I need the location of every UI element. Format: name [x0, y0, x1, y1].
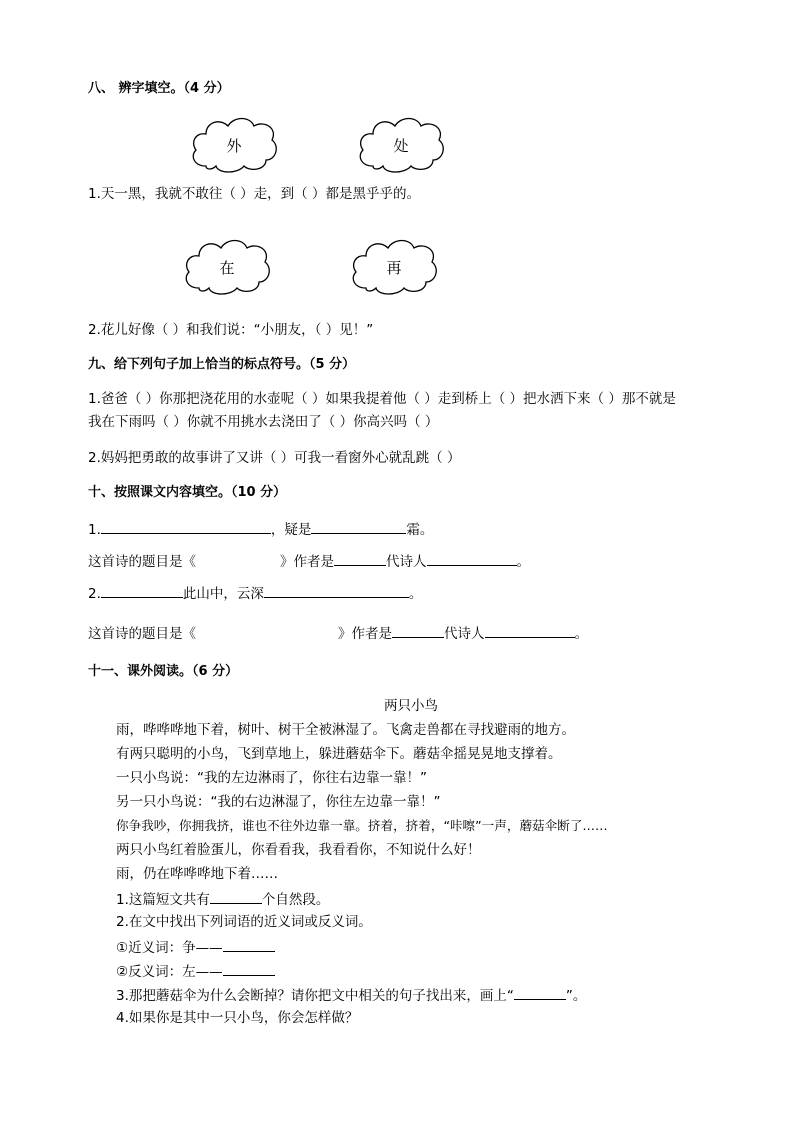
s8-question-2: 2.花儿好像（ ）和我们说：“小朋友，（ ）见！”	[88, 322, 374, 338]
cloud-shape	[355, 114, 447, 176]
s8-question-1: 1.天一黑，我就不敢往（ ）走，到（ ）都是黑乎乎的。	[88, 186, 420, 202]
s10-line-1	[88, 519, 433, 539]
section-10-heading: 十、按照课文内容填空。（10 分）	[88, 485, 287, 500]
blank-line[interactable]	[210, 889, 262, 904]
blank-line[interactable]	[101, 583, 183, 598]
s11-question-2-antonym	[116, 961, 275, 981]
s10-l2-end: 。	[516, 554, 530, 570]
s10-line-2	[88, 551, 530, 571]
s10-l4-title-open: 这首诗的题目是《	[88, 626, 196, 642]
blank-line[interactable]	[311, 519, 406, 534]
s10-l1-text: ，疑是	[270, 522, 312, 538]
passage-paragraph: 有两只聪明的小鸟，飞到草地上，躲进蘑菇伞下。蘑菇伞摇晃晃地支撑着。	[116, 746, 562, 762]
blank-line[interactable]	[334, 551, 386, 566]
blank-line[interactable]	[223, 961, 275, 976]
s10-l3-end: 。	[408, 586, 423, 602]
synonym-label: ①近义词：争——	[116, 940, 223, 956]
cloud-shape	[181, 236, 273, 298]
s10-l2-poet: 代诗人	[386, 554, 427, 570]
cloud-char: 外	[226, 136, 242, 155]
passage-paragraph: 雨，哗哗哗地下着，树叶、树干全被淋湿了。飞禽走兽都在寻找避雨的地方。	[116, 722, 575, 738]
s11-question-2-synonym	[116, 937, 275, 957]
blank-line[interactable]	[427, 551, 517, 566]
s10-l2-author: 》作者是	[280, 554, 334, 570]
section-8-heading: 八、 辨字填空。（4 分）	[88, 81, 230, 96]
s11-question-4: 4.如果你是其中一只小鸟，你会怎样做？	[116, 1010, 359, 1026]
passage-paragraph: 另一只小鸟说：“我的右边淋湿了，你往左边靠一靠！”	[116, 794, 441, 810]
section-11-heading: 十一、课外阅读。（6 分）	[88, 664, 239, 679]
s10-l3-number: 2.	[88, 586, 101, 602]
passage-title: 两只小鸟	[384, 698, 438, 714]
blank-line[interactable]	[485, 623, 575, 638]
cloud-shape	[348, 236, 440, 298]
s11-q1-end: 个自然段。	[261, 892, 330, 908]
antonym-label: ②反义词：左——	[116, 964, 223, 980]
s10-l4-poet: 代诗人	[444, 626, 485, 642]
s11-q3-end: ”。	[565, 988, 587, 1004]
s10-l1-end: 霜。	[406, 522, 434, 538]
blank-line[interactable]	[101, 519, 271, 534]
section-9-heading: 九、给下列句子加上恰当的标点符号。（5 分）	[88, 357, 356, 372]
s11-q3-text: 3.那把蘑菇伞为什么会断掉？请你把文中相关的句子找出来，画上“	[116, 988, 514, 1004]
blank-line[interactable]	[264, 583, 409, 598]
blank-line[interactable]	[392, 623, 444, 638]
s10-l4-end: 。	[574, 626, 588, 642]
s10-l2-title-open: 这首诗的题目是《	[88, 554, 196, 570]
s11-question-1	[116, 889, 329, 909]
s10-l4-author: 》作者是	[338, 626, 392, 642]
s11-question-3	[116, 985, 586, 1005]
s9-question-2: 2.妈妈把勇敢的故事讲了又讲（ ）可我一看窗外心就乱跳（ ）	[88, 450, 461, 466]
cloud-shape	[188, 114, 280, 176]
s10-l3-text: 此山中，云深	[182, 586, 264, 602]
s11-question-2: 2.在文中找出下列词语的近义词或反义词。	[116, 914, 372, 930]
cloud-char: 处	[393, 136, 409, 155]
passage-paragraph: 雨，仍在哗哗哗地下着……	[116, 866, 278, 882]
s10-line-4	[88, 623, 588, 643]
s11-q1-text: 1.这篇短文共有	[116, 892, 210, 908]
passage-paragraph: 两只小鸟红着脸蛋儿，你看看我，我看看你，不知说什么好！	[116, 842, 481, 858]
cloud-char: 在	[219, 258, 235, 277]
blank-line[interactable]	[223, 937, 275, 952]
s10-line-3	[88, 583, 422, 603]
blank-line[interactable]	[514, 985, 566, 1000]
cloud-char: 再	[386, 258, 402, 277]
s9-question-1-line1: 1.爸爸（ ）你那把浇花用的水壶呢（ ）如果我提着他（ ）走到桥上（ ）把水洒下来（ ）那不就是	[88, 391, 676, 407]
s9-question-1-line2: 我在下雨吗（ ）你就不用挑水去浇田了（ ）你高兴吗（ ）	[88, 414, 439, 430]
passage-paragraph: 一只小鸟说：“我的左边淋雨了，你往右边靠一靠！”	[116, 770, 427, 786]
s10-l1-number: 1.	[88, 522, 101, 538]
passage-paragraph: 你争我吵，你拥我挤，谁也不往外边靠一靠。挤着，挤着，“咔嚓”一声，蘑菇伞断了……	[116, 818, 608, 833]
